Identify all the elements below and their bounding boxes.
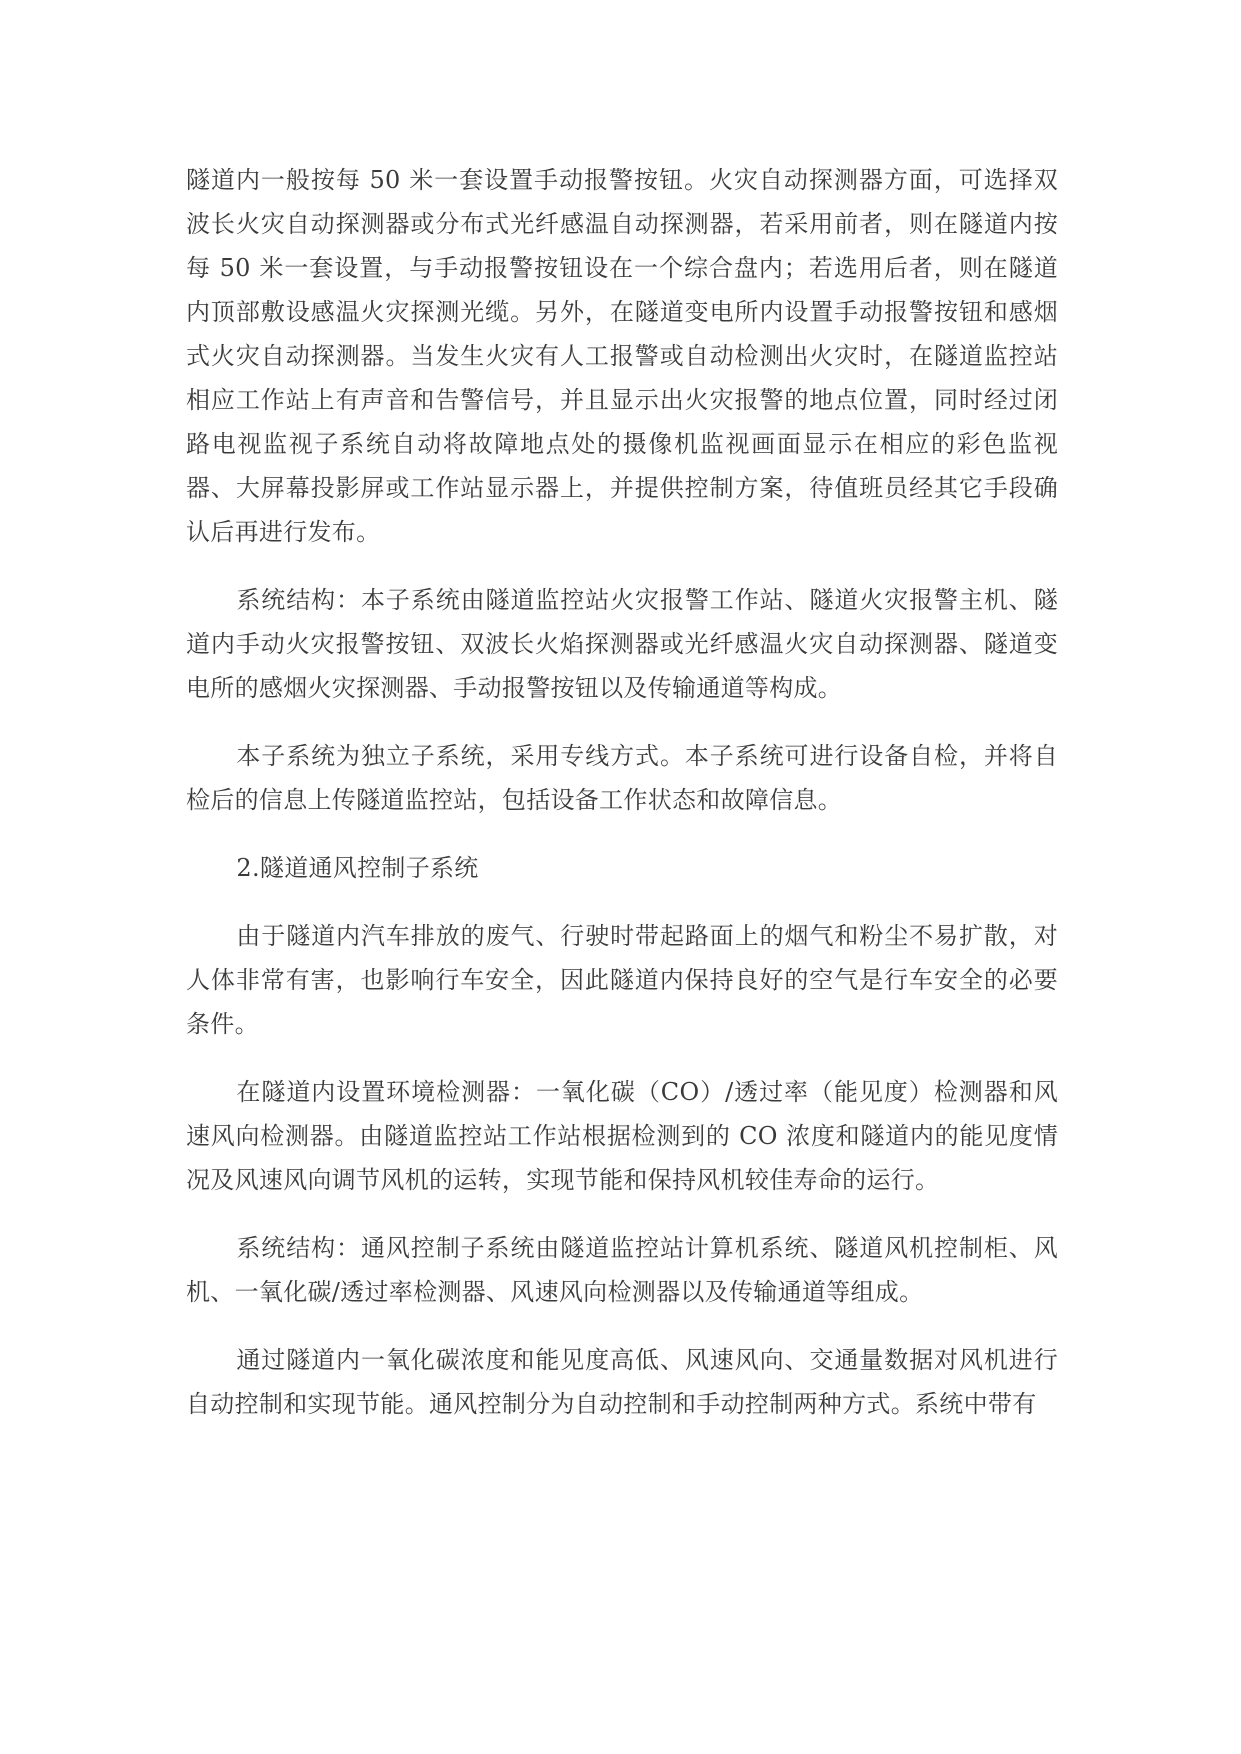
document-body [186, 158, 1058, 1450]
paragraph-environment-detectors: 在隧道内设置环境检测器：一氧化碳（CO）/透过率（能见度）检测器和风速风向检测器。由隧道监控站工作站根据检测到的 CO 浓度和隧道内的能见度情况及风速风向调节风机的运转，实现节能和保持风机较佳寿命的运行。 [186, 1078, 1058, 1194]
paragraph-fire-detection: 隧道内一般按每 50 米一套设置手动报警按钮。火灾自动探测器方面，可选择双波长火灾自动探测器或分布式光纤感温自动探测器，若采用前者，则在隧道内按每 50 米一套设置，与手动报警按钮设在一个综合盘内；若选用后者，则在隧道内顶部敷设感温火灾探测光缆。另外，在隧道变电所内设置手动报警按钮和感烟式火灾自动探测器。当发生火灾有人工报警或自动检测出火灾时，在隧道监控站相应工作站上有声音和告警信号，并且显示出火灾报警的地点位置，同时经过闭路电视监视子系统自动将故障地点处的摄像机监视画面显示在相应的彩色监视器、大屏幕投影屏或工作站显示器上，并提供控制方案，待值班员经其它手段确认后再进行发布。 [186, 166, 1058, 546]
paragraph-fire-system-structure: 系统结构：本子系统由隧道监控站火灾报警工作站、隧道火灾报警主机、隧道内手动火灾报警按钮、双波长火焰探测器或光纤感温火灾自动探测器、隧道变电所的感烟火灾探测器、手动报警按钮以及传输通道等构成。 [186, 586, 1058, 702]
section-heading-ventilation: 2.隧道通风控制子系统 [236, 854, 479, 882]
paragraph-independent-subsystem: 本子系统为独立子系统，采用专线方式。本子系统可进行设备自检，并将自检后的信息上传隧道监控站，包括设备工作状态和故障信息。 [186, 742, 1058, 814]
paragraph-ventilation-structure: 系统结构：通风控制子系统由隧道监控站计算机系统、隧道风机控制柜、风机、一氧化碳/透过率检测器、风速风向检测器以及传输通道等组成。 [186, 1234, 1058, 1306]
paragraph-ventilation-control: 通过隧道内一氧化碳浓度和能见度高低、风速风向、交通量数据对风机进行自动控制和实现节能。通风控制分为自动控制和手动控制两种方式。系统中带有 [186, 1346, 1058, 1418]
paragraph-exhaust-gas: 由于隧道内汽车排放的废气、行驶时带起路面上的烟气和粉尘不易扩散，对人体非常有害，也影响行车安全，因此隧道内保持良好的空气是行车安全的必要条件。 [186, 922, 1058, 1038]
